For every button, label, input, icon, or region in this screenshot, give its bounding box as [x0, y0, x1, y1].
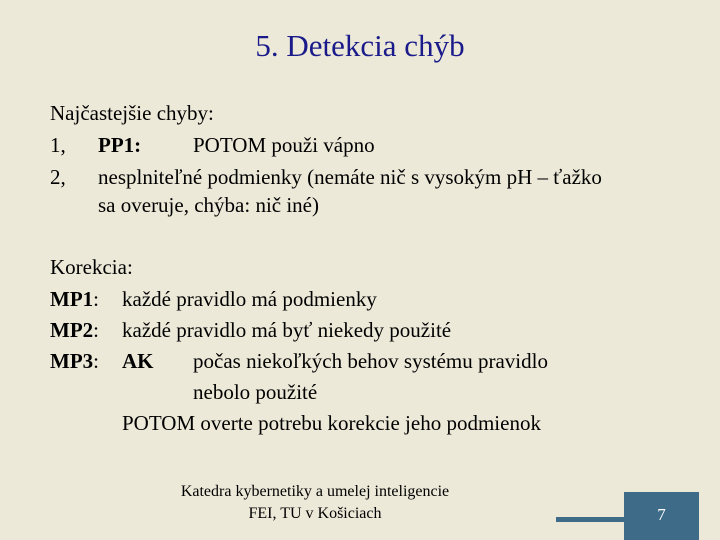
- mp1-label: [50, 287, 99, 311]
- footer: [130, 481, 500, 525]
- slide-title: 5. Detekcia chýb: [255, 28, 465, 63]
- error-1-keyword: POTOM: [193, 133, 267, 157]
- mp3-colon: :: [93, 349, 99, 373]
- error-1-label: PP1:: [98, 133, 142, 157]
- mp3-label-text: MP3: [50, 349, 94, 373]
- mp3-keyword-if: AK: [122, 349, 154, 373]
- correction-heading: Korekcia:: [50, 255, 133, 279]
- mp3-keyword-then: POTOM: [122, 411, 196, 435]
- error-1-rule: [193, 133, 375, 157]
- error-2-line-1: nesplniteľné podmienky (nemáte nič s vysokým pH – ťažko: [98, 165, 602, 189]
- mp1-text: každé pravidlo má podmienky: [122, 287, 377, 311]
- mp2-label: [50, 318, 99, 342]
- mp3-line-3-text: overte potrebu korekcie jeho podmienok: [200, 411, 541, 435]
- footer-line-2: FEI, TU v Košiciach: [248, 505, 382, 522]
- mp3-line-3: [122, 411, 541, 435]
- mp3-line-1: počas niekoľkých behov systému pravidlo: [193, 349, 548, 373]
- mp3-label: [50, 349, 99, 373]
- footer-accent-bar: [556, 517, 630, 522]
- error-1-number: 1,: [50, 133, 66, 157]
- errors-heading: Najčastejšie chyby:: [50, 101, 214, 125]
- mp2-text: každé pravidlo má byť niekedy použité: [122, 318, 452, 342]
- error-1-text: použi vápno: [271, 133, 375, 157]
- error-2-line-2: sa overuje, chýba: nič iné): [98, 193, 319, 217]
- footer-line-1: Katedra kybernetiky a umelej inteligencie: [180, 483, 450, 500]
- mp1-colon: :: [93, 287, 99, 311]
- error-2-number: 2,: [50, 165, 66, 189]
- page-number: 7: [657, 505, 666, 524]
- mp2-colon: :: [93, 318, 99, 342]
- mp3-line-2: nebolo použité: [193, 380, 318, 404]
- mp1-label-text: MP1: [50, 287, 94, 311]
- mp2-label-text: MP2: [50, 318, 94, 342]
